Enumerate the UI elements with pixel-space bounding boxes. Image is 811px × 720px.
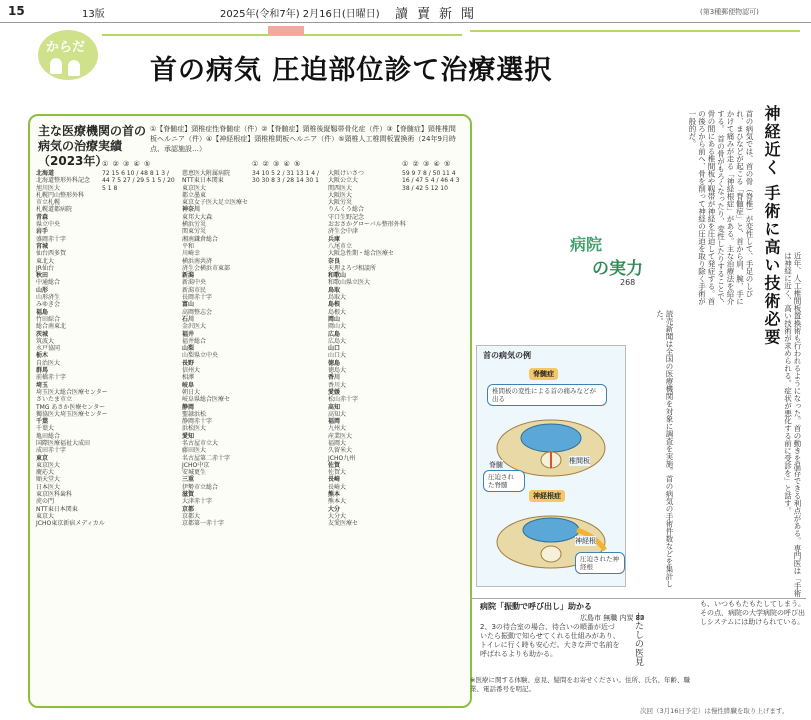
- issue-date: 2025年(令和7年) 2月16日(日曜日): [220, 9, 380, 20]
- hospital-name: 虎の門: [36, 498, 55, 506]
- hospital-name: 盛岡赤十字: [36, 235, 67, 243]
- edition: 13版: [82, 9, 105, 20]
- prefecture-heading: 京都: [182, 505, 195, 513]
- hospital-name: 山口大: [328, 352, 347, 360]
- page-header: [0, 0, 811, 23]
- compressed-root-callout: 圧迫された神経根: [575, 552, 625, 574]
- hospital-name: NTT東日本関東: [36, 505, 78, 513]
- hospital-name: 済生会横浜市東部: [182, 264, 231, 272]
- prefecture-heading: 福島: [36, 308, 49, 316]
- hospital-column: [182, 170, 248, 528]
- hospital-name: 千葉大: [36, 425, 55, 433]
- section-badge: [38, 30, 98, 80]
- hospital-name: JR仙台: [36, 264, 54, 272]
- hospital-name: 横浜南共済: [182, 257, 213, 265]
- hospital-name: 日本医大: [36, 483, 61, 491]
- article-sidebar: 読売新聞は全国の医療機関を対象に調査を実施。首の病気の手術件数などを集計した。: [655, 310, 674, 588]
- prefecture-heading: 愛知: [182, 432, 195, 440]
- hospital-name: 松山赤十字: [328, 396, 359, 404]
- column-numbers: ① ② ③ ④ ⑤: [252, 160, 302, 168]
- hospital-name: さいたま市立: [36, 396, 73, 404]
- hospital-name: 藤田医大: [182, 447, 207, 455]
- prefecture-heading: 神奈川: [182, 206, 201, 214]
- hospital-name: 長崎大: [328, 483, 347, 491]
- hospital-name: 東京医大: [36, 461, 61, 469]
- reader-column-title: 病院「振動で呼び出し」助かる: [480, 602, 592, 611]
- hospital-name: 川崎幸: [182, 250, 201, 258]
- prefecture-heading: 兵庫: [328, 235, 341, 243]
- hospital-name: 新潟中央: [182, 279, 207, 287]
- hospital-name: 高岡整志会: [182, 308, 213, 316]
- newspaper-name: 讀賣新聞: [395, 7, 484, 22]
- figure-icon: [50, 58, 62, 74]
- prefecture-heading: 大分: [328, 505, 341, 513]
- figures-column: 59 9 7 8 / 50 11 4 16 / 47 5 4 / 46 4 3 38 / 42 5 12 10: [402, 170, 460, 192]
- hospital-name: 済生会中津: [328, 228, 359, 236]
- series-logo-line2: の実力: [592, 259, 643, 279]
- hospital-name: 大阪急性期・総合医療セ: [328, 250, 395, 258]
- hospital-name: 大阪けいさつ: [328, 170, 365, 177]
- article-text: 首の骨がもろくなったり、変性したりすることで、骨の間にある椎間板や靱帯が神経を圧迫して発症する。首の後ろから前へ、骨を削って神経の圧迫を取り除く手術が一般的だ。: [688, 110, 726, 308]
- prefecture-heading: 佐賀: [328, 461, 341, 469]
- hospital-name: 獨協医大埼玉医療センター: [36, 410, 108, 418]
- disc-label: 椎間板: [569, 457, 590, 465]
- subheadline: 神経近く 手術に高い技術必要: [762, 105, 781, 347]
- hospital-name: 北海道整形外科記念: [36, 177, 91, 185]
- hospital-name: 県立中央: [36, 221, 61, 229]
- hospital-name: 九州大: [328, 425, 347, 433]
- reader-author: 広島市 無職 内炭 80: [580, 614, 645, 622]
- hospital-name: 前橋赤十字: [36, 374, 67, 382]
- prefecture-heading: 岐阜: [182, 381, 195, 389]
- prefecture-heading: 秋田: [36, 272, 49, 280]
- series-logo: [570, 232, 668, 296]
- hospital-name: 産業医大: [328, 432, 353, 440]
- next-issue-note: 次回（3月16日予定）は慢性膵臓を取り上げます。: [640, 707, 789, 715]
- prefecture-heading: 宮城: [36, 242, 49, 250]
- hospital-name: 浜松医大: [182, 425, 207, 433]
- hospital-name: 京都第一赤十字: [182, 520, 225, 528]
- hospital-name: おおさかグローバル整形外科: [328, 221, 406, 229]
- hospital-name: 静岡赤十字: [182, 418, 213, 426]
- hospital-name: 旭川医大: [36, 184, 61, 192]
- hospital-name: 札幌円山整形外科: [36, 191, 85, 199]
- prefecture-heading: 熊本: [328, 491, 341, 499]
- hospital-name: 京都大: [182, 512, 201, 520]
- article-lead: 首の病気では、首の骨（脊椎）が変性して、手足のしびれ、まひなどが起こる「脊髄症」と、首から肩、腕、手にかけて痛みが走る「神経根症」がある。主な治療法を紹介する。: [716, 110, 754, 305]
- prefecture-heading: 広島: [328, 330, 341, 338]
- hospital-name: 中通総合: [36, 279, 61, 287]
- hospital-name: 岡山大: [328, 323, 347, 331]
- hospital-name: 関西医大: [328, 184, 353, 192]
- hospital-name: 福岡大: [328, 439, 347, 447]
- article-body-continued: 近年、人工椎間板置換術も行われるようになった。首の動きを温存できる利点がある。専門医は「手術は神経に近く、高い技術が求められる。症状が悪化する前に受診を」と話す。: [783, 252, 802, 597]
- prefecture-heading: 山口: [328, 345, 341, 353]
- prefecture-heading: 岩手: [36, 228, 49, 236]
- column-numbers: ① ② ③ ④ ⑤: [102, 160, 152, 168]
- hospital-name: 埼玉医大総合医療センター: [36, 388, 108, 396]
- hospital-name: 伊勢市立総合: [182, 483, 219, 491]
- treatment-table-panel: [28, 114, 472, 708]
- prefecture-heading: 愛媛: [328, 388, 341, 396]
- hospital-name: 名古屋第二赤十字: [182, 454, 231, 462]
- hospital-name: 湘南鎌倉総合: [182, 235, 219, 243]
- hospital-name: 高知大: [328, 410, 347, 418]
- prefecture-heading: 高知: [328, 403, 341, 411]
- prefecture-heading: 島根: [328, 301, 341, 309]
- hospital-name: 大阪医大: [328, 191, 353, 199]
- prefecture-heading: 長野: [182, 359, 195, 367]
- hospital-name: 慈恵医大附属病院: [182, 170, 231, 177]
- prefecture-heading: 山梨: [182, 345, 195, 353]
- prefecture-heading: 滋賀: [182, 491, 195, 499]
- hospital-name: 大津赤十字: [182, 498, 213, 506]
- hospital-name: 名古屋市立大: [182, 439, 219, 447]
- hospital-name: 亀田総合: [36, 432, 61, 440]
- prefecture-heading: 長崎: [328, 476, 341, 484]
- hospital-name: 大分大: [328, 512, 347, 520]
- hospital-name: 筑波大: [36, 337, 55, 345]
- hospital-name: 水戸協同: [36, 345, 61, 353]
- hospital-name: 福井総合: [182, 337, 207, 345]
- prefecture-heading: 静岡: [182, 403, 195, 411]
- hospital-name: 大阪労災: [328, 199, 353, 207]
- hospital-name: 国際医療福祉大成田: [36, 439, 91, 447]
- hospital-name: 関東労災: [182, 228, 207, 236]
- hospital-name: 東北大: [36, 257, 55, 265]
- hospital-name: 守口生野記念: [328, 213, 365, 221]
- prefecture-heading: 鳥取: [328, 286, 341, 294]
- hospital-name: りんくう総合: [328, 206, 365, 214]
- prefecture-heading: 群馬: [36, 367, 49, 375]
- series-logo-line1: 病院: [570, 235, 603, 254]
- mail-note: (第3種郵便物認可): [700, 8, 759, 16]
- hospital-name: 自治医大: [36, 359, 61, 367]
- hospital-column: [328, 170, 406, 528]
- hospital-name: 和歌山県立医大: [328, 279, 371, 287]
- hospital-column: [36, 170, 108, 528]
- hospital-name: 岐阜県総合医療セ: [182, 396, 231, 404]
- prefecture-heading: 青森: [36, 213, 49, 221]
- prefecture-heading: 和歌山: [328, 272, 347, 280]
- prefecture-heading: 福岡: [328, 418, 341, 426]
- hospital-name: 鳥取大: [328, 294, 347, 302]
- column-numbers: ① ② ③ ④ ⑤: [402, 160, 452, 168]
- hospital-name: 朝日大: [182, 388, 201, 396]
- hospital-name: JCHO東京新宿メディカル: [36, 520, 105, 528]
- figure-icon: [68, 60, 80, 76]
- hospital-name: 聖隷浜松: [182, 410, 207, 418]
- hospital-name: 札幌道都病院: [36, 206, 73, 214]
- nerve-root-label: 神経根: [575, 537, 596, 545]
- section-badge-text: からだ: [46, 40, 86, 55]
- hospital-name: 横浜労災: [182, 221, 207, 229]
- hospital-name: 成田赤十字: [36, 447, 67, 455]
- prefecture-heading: 福井: [182, 330, 195, 338]
- watashi-logo-text: わたしの医見: [633, 612, 643, 666]
- hospital-name: 東京大: [36, 512, 55, 520]
- hospital-name: 大阪公立大: [328, 177, 359, 185]
- myelopathy-callout: 椎間板の変性による首の痛みなどが出る: [487, 384, 607, 406]
- spine-diagram: [476, 345, 626, 587]
- hospital-name: 信州大: [182, 367, 201, 375]
- hospital-name: JCHO九州: [328, 454, 356, 462]
- hospital-name: 八尾市立: [328, 242, 353, 250]
- series-number: 268: [620, 278, 636, 287]
- diagram-title: 首の病気の例: [483, 351, 531, 360]
- section-tag: [268, 26, 304, 35]
- hospital-name: 山形済生: [36, 294, 61, 302]
- hospital-name: JCHO中京: [182, 461, 210, 469]
- hospital-name: 総合南東北: [36, 323, 67, 331]
- prefecture-heading: 石川: [182, 315, 195, 323]
- myelopathy-label: 脊髄症: [529, 368, 558, 380]
- prefecture-heading: 茨城: [36, 330, 49, 338]
- hospital-name: 東京医科歯科: [36, 491, 73, 499]
- prefecture-heading: 富山: [182, 301, 195, 309]
- prefecture-heading: 栃木: [36, 352, 49, 360]
- prefecture-heading: 奈良: [328, 257, 341, 265]
- hospital-name: みゆき会: [36, 301, 61, 309]
- table-title: 主な医療機関の首の病気の治療実績（2023年）: [38, 124, 147, 168]
- hospital-name: 順天堂大: [36, 476, 61, 484]
- hospital-name: 島根大: [328, 308, 347, 316]
- hospital-name: 佐賀大: [328, 469, 347, 477]
- hospital-name: 平和: [182, 242, 195, 250]
- prefecture-heading: 三重: [182, 476, 195, 484]
- section-rule: [470, 30, 800, 32]
- hospital-name: 長岡赤十字: [182, 294, 213, 302]
- figures-column: 72 15 6 10 / 48 8 1 3 / 44 7 5 27 / 29 5 1 5 / 20 5 1 8: [102, 170, 175, 192]
- hospital-name: 友愛医療セ: [328, 520, 359, 528]
- hospital-name: 東京医大: [182, 184, 207, 192]
- hospital-name: 都立墨東: [182, 191, 207, 199]
- reader-column-right: も、いつももたもたしてしまう。その点、病院の大学病院の呼び出しシステムには助けられている。: [700, 600, 805, 626]
- prefecture-heading: 東京: [36, 454, 49, 462]
- spinal-cord-label: 脊髄: [489, 461, 503, 469]
- headline: 首の病気 圧迫部位診て治療選択: [150, 55, 553, 86]
- hospital-name: 金沢医大: [182, 323, 207, 331]
- hospital-name: 安城更生: [182, 469, 207, 477]
- watashi-no-iken-logo: [616, 612, 688, 682]
- prefecture-heading: 北海道: [36, 170, 55, 177]
- hospital-name: 仙台西多賀: [36, 250, 67, 258]
- prefecture-heading: 香川: [328, 374, 341, 382]
- hospital-name: 慶応大: [36, 469, 55, 477]
- prefecture-heading: 徳島: [328, 359, 341, 367]
- hospital-name: 市立札幌: [36, 199, 61, 207]
- radiculopathy-label: 神経根症: [529, 490, 565, 502]
- hospital-name: 広島大: [328, 337, 347, 345]
- hospital-name: 竹田綜合: [36, 315, 61, 323]
- hospital-name: 香川大: [328, 381, 347, 389]
- hospital-name: 新潟市民: [182, 286, 207, 294]
- hospital-name: 東京女子医大足立医療セ: [182, 199, 249, 207]
- compressed-cord-callout: 圧迫された脊髄: [483, 470, 525, 492]
- reader-column-body: 2、3の待合室の場合、待合いの順番が近づいたら振動で知らせてくれる仕組みがあり、トイレに行く時も安心だ。大きな声で名前を呼ばれるよりも助かる。: [480, 623, 620, 658]
- prefecture-heading: 新潟: [182, 272, 195, 280]
- hospital-name: 熊本大: [328, 498, 347, 506]
- hospital-name: 相澤: [182, 374, 195, 382]
- table-legend: ①【脊髄症】頸椎症性脊髄症（件）②【脊髄症】頸椎後縦靱帯骨化症（件）③【脊髄症】頸椎椎間板ヘルニア（件）④【神経根症】頸椎椎間板ヘルニア（件）⑤頸椎人工椎間板置換術（24年9月時点、承認施設…）: [150, 125, 456, 153]
- hospital-name: 東邦大大森: [182, 213, 213, 221]
- prefecture-heading: 埼玉: [36, 381, 49, 389]
- hospital-name: 久留米大: [328, 447, 353, 455]
- submission-notes: ※医療に関する体験、意見、疑問をお寄せください。住所、氏名、年齢、職業、電話番号を明記。: [470, 676, 690, 693]
- prefecture-heading: 岡山: [328, 315, 341, 323]
- page-number: 15: [8, 4, 25, 18]
- hospital-name: 天理よろづ相談所: [328, 264, 376, 272]
- hospital-name: NTT東日本関東: [182, 177, 224, 185]
- hospital-name: 徳島大: [328, 367, 347, 375]
- prefecture-heading: 千葉: [36, 418, 49, 426]
- prefecture-heading: 山形: [36, 286, 49, 294]
- hospital-name: TMG あさか医療センター: [36, 403, 106, 411]
- figures-column: 34 10 5 2 / 31 13 1 4 / 30 30 8 3 / 28 14 30 1: [252, 170, 320, 185]
- hospital-name: 山梨県立中央: [182, 352, 219, 360]
